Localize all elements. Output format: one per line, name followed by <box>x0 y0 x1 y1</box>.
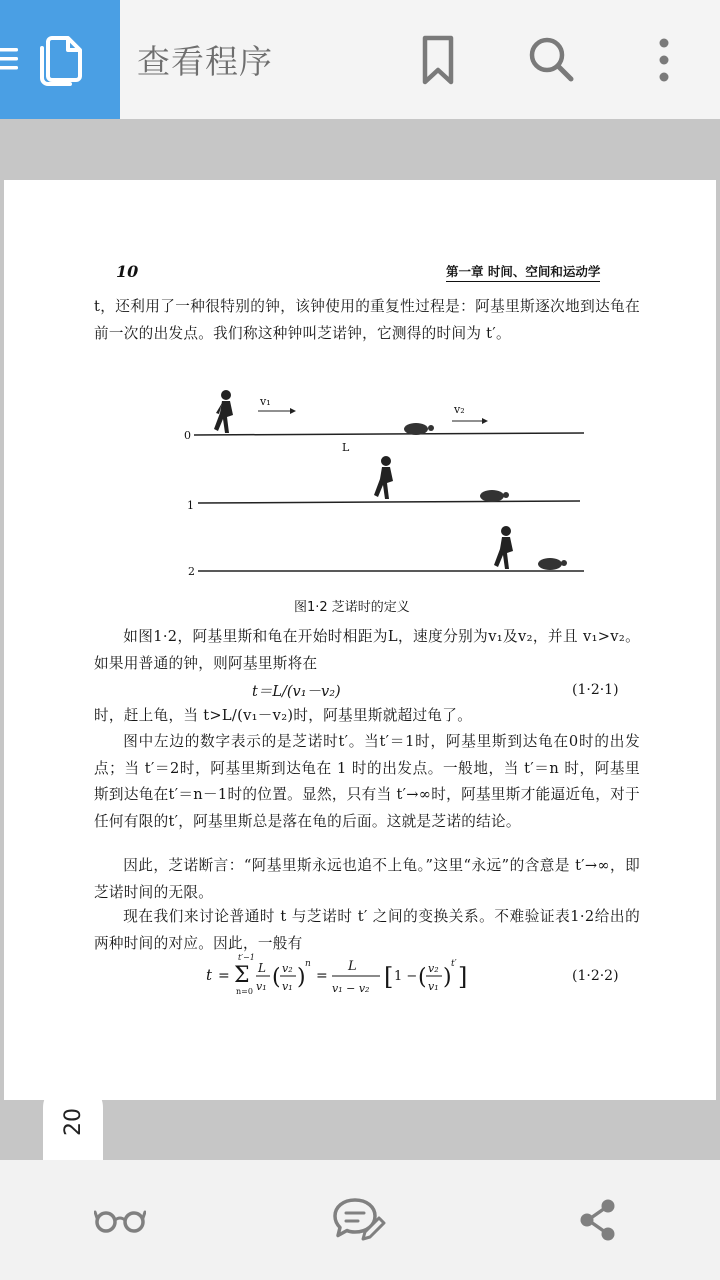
v2-label: v₂ <box>454 403 465 416</box>
row-label-1: 1 <box>187 499 194 512</box>
document-page[interactable] <box>4 180 716 1100</box>
figure-zeno-time <box>174 385 594 595</box>
svg-text:t′: t′ <box>451 959 457 969</box>
paragraph-2: 如图1·2，阿基里斯和龟在开始时相距为L，速度分别为v₁及v₂，并且 v₁>v₂。如果用普通的钟，则阿基里斯将在 <box>94 628 640 672</box>
svg-text:n: n <box>305 959 311 969</box>
svg-text:L: L <box>258 961 266 975</box>
svg-text:v₂: v₂ <box>282 962 293 975</box>
search-icon[interactable] <box>526 34 576 86</box>
v1-label: v₁ <box>260 395 271 408</box>
equation-2-number: (1·2·2) <box>572 968 619 984</box>
svg-text:v₂: v₂ <box>428 962 439 975</box>
paragraph-3: 时，赶上龟，当 t>L/(v₁－v₂)时，阿基里斯就超过龟了。 <box>94 707 473 724</box>
svg-text:v₁: v₁ <box>282 980 293 993</box>
bookmark-icon[interactable] <box>413 34 463 86</box>
runner-figure <box>214 390 233 433</box>
page-number: 10 <box>116 262 139 281</box>
chapter-header: 第一章 时间、空间和运动学 <box>446 262 600 282</box>
figure-caption: 图1·2 芝诺时的定义 <box>294 600 410 615</box>
paragraph-5: 因此，芝诺断言：“阿基里斯永远也追不上龟。”这里“永远”的含意是 t′→∞，即芝诺时间的无限。 <box>94 857 640 901</box>
svg-text:t′−1: t′−1 <box>238 953 255 962</box>
paragraph-6: 现在我们来讨论普通时 t 与芝诺时 t′ 之间的变换关系。不难验证表1·2给出的两种时间的对应。因此，一般有 <box>94 908 640 952</box>
svg-text:=: = <box>316 968 328 984</box>
glasses-icon[interactable] <box>94 1204 146 1236</box>
row-label-0: 0 <box>184 429 191 442</box>
paragraph-4: 图中左边的数字表示的是芝诺时t′。当t′＝1时，阿基里斯到达龟在0时的出发点；当 t′＝2时，阿基里斯到达龟在 1 时的出发点。一般地，当 t′＝n 时，阿基里斯到达龟在t′＝n－1时的位置。显然，只有当 t′→∞时，阿基里斯才能逼近龟，对于任何有限的t′，阿基里斯总是落在龟的后面。这就是芝诺的结论。 <box>94 733 640 830</box>
svg-text:L: L <box>348 959 357 974</box>
comment-edit-icon[interactable] <box>333 1196 387 1244</box>
top-toolbar <box>0 0 720 119</box>
hamburger-icon <box>0 46 20 72</box>
menu-button[interactable] <box>0 0 120 119</box>
app-title: 查看程序 <box>137 42 273 81</box>
svg-text:v₁ − v₂: v₁ − v₂ <box>332 982 370 995</box>
equation-1-number: (1·2·1) <box>572 682 619 698</box>
svg-text:): ) <box>297 965 306 990</box>
svg-text:]: ] <box>458 963 468 991</box>
svg-text:1 −: 1 − <box>394 969 418 984</box>
svg-text:Σ: Σ <box>234 963 250 988</box>
svg-text:[: [ <box>384 963 394 991</box>
equation-1: t＝L/(v₁－v₂) <box>252 684 341 700</box>
svg-text:(: ( <box>418 965 427 990</box>
svg-text:t: t <box>206 966 213 984</box>
share-icon[interactable] <box>578 1198 618 1242</box>
svg-text:v₁: v₁ <box>428 980 439 993</box>
document-icon <box>38 34 84 86</box>
svg-text:=: = <box>218 968 230 984</box>
row-label-2: 2 <box>188 565 195 578</box>
more-vertical-icon[interactable] <box>639 34 689 86</box>
page-gap <box>0 119 720 180</box>
svg-text:): ) <box>443 965 452 990</box>
page-indicator[interactable]: 20 <box>61 1108 86 1136</box>
svg-text:(: ( <box>272 965 281 990</box>
svg-text:n=0: n=0 <box>236 987 253 996</box>
bottom-toolbar <box>0 1160 720 1280</box>
equation-2 <box>204 950 534 998</box>
distance-label: L <box>342 441 350 454</box>
paragraph-1: t，还利用了一种很特别的钟，该钟使用的重复性过程是：阿基里斯逐次地到达龟在前一次的出发点。我们称这种钟叫芝诺钟，它测得的时间为 t′。 <box>94 298 640 342</box>
svg-text:v₁: v₁ <box>256 980 267 993</box>
